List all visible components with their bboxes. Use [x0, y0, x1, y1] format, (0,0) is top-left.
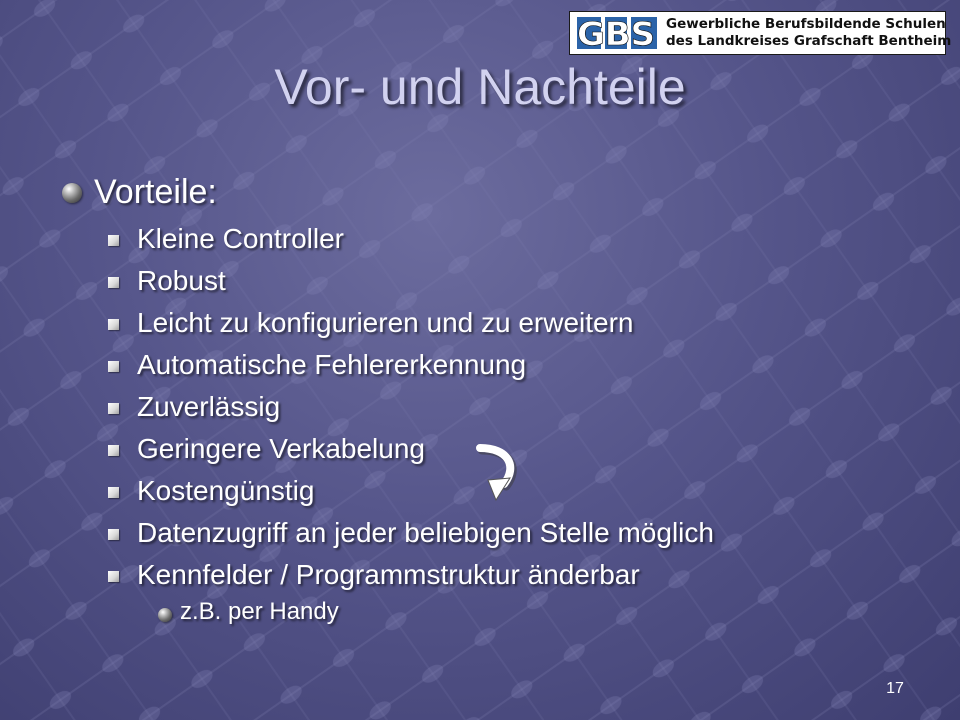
list-item-text: Kleine Controller	[137, 223, 344, 254]
list-item	[108, 513, 714, 555]
list-item	[108, 387, 714, 429]
list-item-text: Automatische Fehlererkennung	[137, 349, 527, 380]
square-bullet-icon	[108, 445, 119, 456]
list-item-text: Leicht zu konfigurieren und zu erweitern	[137, 307, 634, 338]
list-item	[108, 303, 714, 345]
sub-item-text: z.B. per Handy	[180, 598, 339, 625]
page-number: 17	[886, 680, 904, 697]
logo-text	[666, 16, 951, 50]
list-item	[108, 261, 714, 303]
list-item	[108, 345, 714, 387]
square-bullet-icon	[108, 361, 119, 372]
square-bullet-icon	[108, 529, 119, 540]
curved-arrow-icon	[474, 442, 522, 506]
list-item-text: Kostengünstig	[137, 475, 315, 506]
square-bullet-icon	[108, 487, 119, 498]
list-item-text: Geringere Verkabelung	[137, 433, 425, 464]
square-bullet-icon	[108, 319, 119, 330]
square-bullet-icon	[108, 403, 119, 414]
square-bullet-icon	[108, 571, 119, 582]
slide-title: Vor- und Nachteile	[274, 59, 686, 115]
sphere-bullet-icon	[158, 608, 172, 622]
list-item	[108, 555, 714, 597]
advantages-list	[108, 219, 714, 597]
list-item	[108, 471, 714, 513]
gbs-logo-mark	[573, 15, 659, 51]
list-item-text: Robust	[137, 265, 226, 296]
logo-mark-text: GBS	[577, 15, 655, 51]
list-item	[108, 219, 714, 261]
square-bullet-icon	[108, 235, 119, 246]
school-logo	[569, 11, 952, 55]
list-item-text: Zuverlässig	[137, 391, 281, 422]
logo-line-1: Gewerbliche Berufsbildende Schulen	[666, 16, 946, 32]
section-heading: Vorteile:	[94, 173, 217, 211]
list-item-text: Datenzugriff an jeder beliebigen Stelle möglich	[137, 517, 714, 548]
sphere-bullet-icon	[62, 183, 82, 203]
list-item-text: Kennfelder / Programmstruktur änderbar	[137, 559, 640, 590]
square-bullet-icon	[108, 277, 119, 288]
list-item	[108, 429, 714, 471]
logo-line-2: des Landkreises Grafschaft Bentheim	[666, 33, 952, 49]
